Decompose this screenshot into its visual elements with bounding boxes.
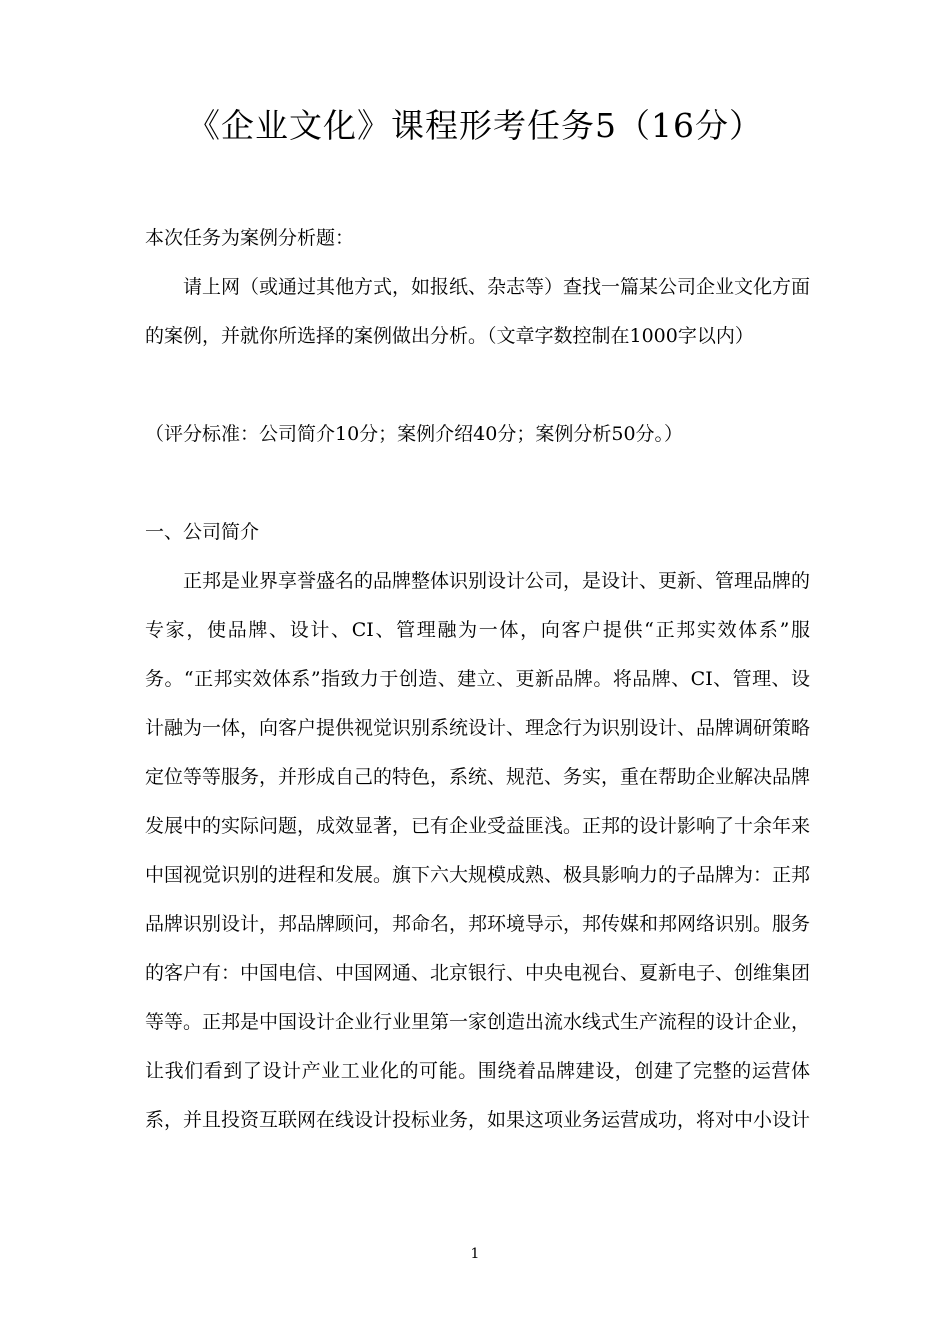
company-intro-paragraph: 正邦是业界享誉盛名的品牌整体识别设计公司，是设计、更新、管理品牌的专家，使品牌、设计、CI、管理融为一体，向客户提供“正邦实效体系”服务。“正邦实效体系”指致力于创造、建立、更新品牌。将品牌、CI、管理、设计融为一体，向客户提供视觉识别系统设计、理念行为识别设计、品牌调研策略定位等等服务，并形成自己的特色，系统、规范、务实，重在帮助企业解决品牌发展中的实际问题，成效显著，已有企业受益匪浅。正邦的设计影响了十余年来中国视觉识别的进程和发展。旗下六大规模成熟、极具影响力的子品牌为：正邦品牌识别设计，邦品牌顾问，邦命名，邦环境导示，邦传媒和邦网络识别。服务的客户有：中国电信、中国网通、北京银行、中央电视台、夏新电子、创维集团等等。正邦是中国设计企业行业里第一家创造出流水线式生产流程的设计企业，让我们看到了设计产业工业化的可能。围绕着品牌建设，创建了完整的运营体系，并且投资互联网在线设计投标业务，如果这项业务运营成功，将对中小设计 [145,570,811,1131]
task-intro: 本次任务为案例分析题： [145,227,355,249]
page-number: 1 [470,1246,480,1262]
document-title: 《企业文化》课程形考任务5（16分） [187,106,763,145]
grading-criteria: （评分标准：公司简介10分；案例介绍40分；案例分析50分。） [145,423,684,445]
task-description: 请上网（或通过其他方式，如报纸、杂志等）查找一篇某公司企业文化方面的案例，并就你所选择的案例做出分析。（文章字数控制在1000字以内） [145,276,811,347]
section-heading-company-intro: 一、公司简介 [145,521,260,543]
